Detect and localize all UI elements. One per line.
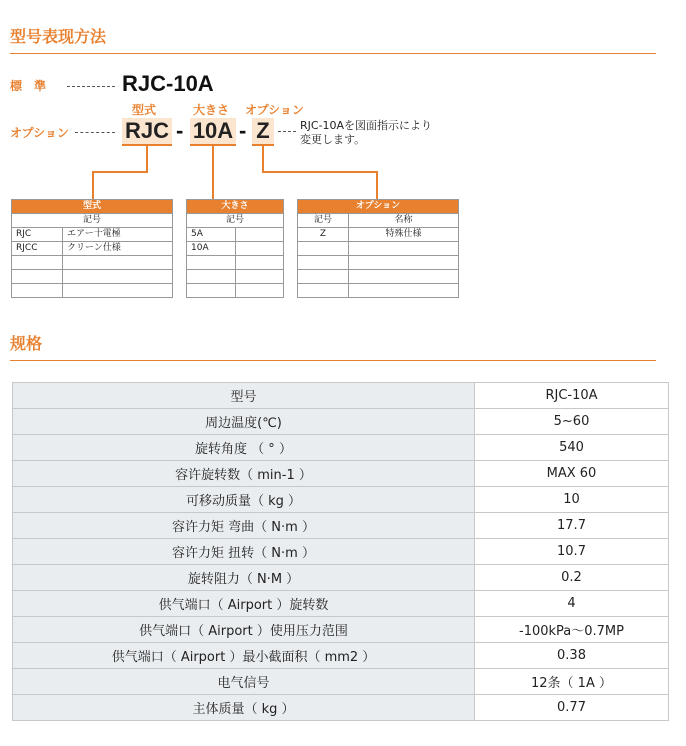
spec-label: 容许力矩 扭转（ N·m ） bbox=[13, 539, 475, 565]
spec-value: 0.2 bbox=[475, 565, 669, 591]
spec-value: 5~60 bbox=[475, 409, 669, 435]
segment-caption-type: 型式 bbox=[132, 103, 157, 117]
spec-value: -100kPa～0.7MP bbox=[475, 617, 669, 643]
table-cell bbox=[12, 256, 63, 270]
spec-label: 型号 bbox=[13, 383, 475, 409]
table-cell bbox=[63, 284, 173, 298]
table-cell: RJCC bbox=[12, 242, 63, 256]
size-table-subheader: 記号 bbox=[187, 214, 284, 228]
table-cell bbox=[187, 256, 236, 270]
spec-row bbox=[13, 487, 669, 513]
connector-type-v bbox=[146, 146, 148, 173]
table-cell bbox=[236, 284, 284, 298]
note-line-1: RJC-10Aを図面指示により bbox=[300, 119, 433, 132]
spec-label: 旋转阻力（ N·M ） bbox=[13, 565, 475, 591]
table-cell bbox=[236, 242, 284, 256]
spec-value: 4 bbox=[475, 591, 669, 617]
option-label: オプション bbox=[10, 126, 69, 140]
spec-label: 容许力矩 弯曲（ N·m ） bbox=[13, 513, 475, 539]
section-divider bbox=[10, 53, 656, 54]
spec-label: 供气端口（ Airport ）旋转数 bbox=[13, 591, 475, 617]
segment-type: RJC bbox=[122, 118, 172, 144]
option-leader bbox=[75, 132, 115, 133]
table-cell: RJC bbox=[12, 228, 63, 242]
spec-label: 供气端口（ Airport ）最小截面积（ mm2 ） bbox=[13, 643, 475, 669]
spec-row bbox=[13, 383, 669, 409]
connector-size bbox=[212, 146, 214, 199]
spec-row bbox=[13, 591, 669, 617]
option-code-table bbox=[297, 199, 459, 298]
size-code-table bbox=[186, 199, 284, 298]
separator-1: - bbox=[176, 118, 184, 143]
table-cell bbox=[236, 228, 284, 242]
spec-label: 供气端口（ Airport ）使用压力范围 bbox=[13, 617, 475, 643]
table-cell bbox=[63, 270, 173, 284]
spec-value: 0.38 bbox=[475, 643, 669, 669]
table-cell bbox=[12, 284, 63, 298]
table-cell: 5A bbox=[187, 228, 236, 242]
table-cell bbox=[298, 242, 349, 256]
spec-value: MAX 60 bbox=[475, 461, 669, 487]
table-cell bbox=[187, 284, 236, 298]
spec-row bbox=[13, 695, 669, 721]
spec-table bbox=[12, 382, 669, 721]
spec-row bbox=[13, 461, 669, 487]
table-cell bbox=[349, 284, 459, 298]
spec-label: 可移动质量（ kg ） bbox=[13, 487, 475, 513]
table-cell bbox=[298, 256, 349, 270]
table-cell bbox=[349, 242, 459, 256]
spec-row bbox=[13, 643, 669, 669]
table-cell bbox=[63, 256, 173, 270]
spec-row bbox=[13, 617, 669, 643]
note-leader bbox=[278, 131, 296, 132]
connector-option-h bbox=[262, 171, 378, 173]
spec-value: 10 bbox=[475, 487, 669, 513]
type-table-header: 型式 bbox=[12, 200, 173, 214]
standard-label: 標 準 bbox=[10, 79, 47, 93]
table-cell bbox=[187, 270, 236, 284]
spec-row bbox=[13, 539, 669, 565]
table-cell bbox=[349, 270, 459, 284]
segment-option: Z bbox=[252, 118, 274, 144]
option-table-subheader-code: 記号 bbox=[298, 214, 349, 228]
table-cell: 10A bbox=[187, 242, 236, 256]
note-line-2: 変更します。 bbox=[300, 133, 366, 146]
spec-value: 17.7 bbox=[475, 513, 669, 539]
spec-label: 容许旋转数（ min-1 ） bbox=[13, 461, 475, 487]
spec-label: 电气信号 bbox=[13, 669, 475, 695]
section-divider bbox=[10, 360, 656, 361]
segment-caption-size: 大きさ bbox=[193, 103, 230, 117]
spec-row bbox=[13, 565, 669, 591]
connector-type-h bbox=[92, 171, 148, 173]
option-table-header: オプション bbox=[298, 200, 459, 214]
spec-value: 540 bbox=[475, 435, 669, 461]
table-cell bbox=[12, 270, 63, 284]
spec-label: 旋转角度 （ ° ） bbox=[13, 435, 475, 461]
standard-model: RJC-10A bbox=[122, 71, 214, 96]
spec-row bbox=[13, 409, 669, 435]
connector-type-drop bbox=[92, 171, 94, 199]
segment-size: 10A bbox=[190, 118, 236, 144]
type-code-table bbox=[11, 199, 173, 298]
table-cell: 特殊仕様 bbox=[349, 228, 459, 242]
connector-option-drop bbox=[376, 171, 378, 199]
table-cell bbox=[236, 256, 284, 270]
spec-value: 0.77 bbox=[475, 695, 669, 721]
spec-label: 主体质量（ kg ） bbox=[13, 695, 475, 721]
spec-row bbox=[13, 669, 669, 695]
spec-value: 10.7 bbox=[475, 539, 669, 565]
table-cell bbox=[349, 256, 459, 270]
spec-row bbox=[13, 435, 669, 461]
section-title-specifications: 规格 bbox=[10, 334, 43, 353]
spec-row bbox=[13, 513, 669, 539]
spec-value: 12条（ 1A ） bbox=[475, 669, 669, 695]
separator-2: - bbox=[239, 118, 247, 143]
table-cell: クリーン仕様 bbox=[63, 242, 173, 256]
table-cell bbox=[298, 284, 349, 298]
option-table-subheader-name: 名称 bbox=[349, 214, 459, 228]
table-cell bbox=[236, 270, 284, 284]
standard-leader bbox=[67, 86, 115, 87]
segment-caption-option: オプション bbox=[245, 103, 304, 117]
section-title-model-notation: 型号表现方法 bbox=[10, 27, 107, 46]
spec-label: 周边温度(℃) bbox=[13, 409, 475, 435]
size-table-header: 大きさ bbox=[187, 200, 284, 214]
table-cell bbox=[298, 270, 349, 284]
table-cell: エアー十電極 bbox=[63, 228, 173, 242]
connector-option-v bbox=[262, 146, 264, 172]
spec-value: RJC-10A bbox=[475, 383, 669, 409]
type-table-subheader: 記号 bbox=[12, 214, 173, 228]
table-cell: Z bbox=[298, 228, 349, 242]
